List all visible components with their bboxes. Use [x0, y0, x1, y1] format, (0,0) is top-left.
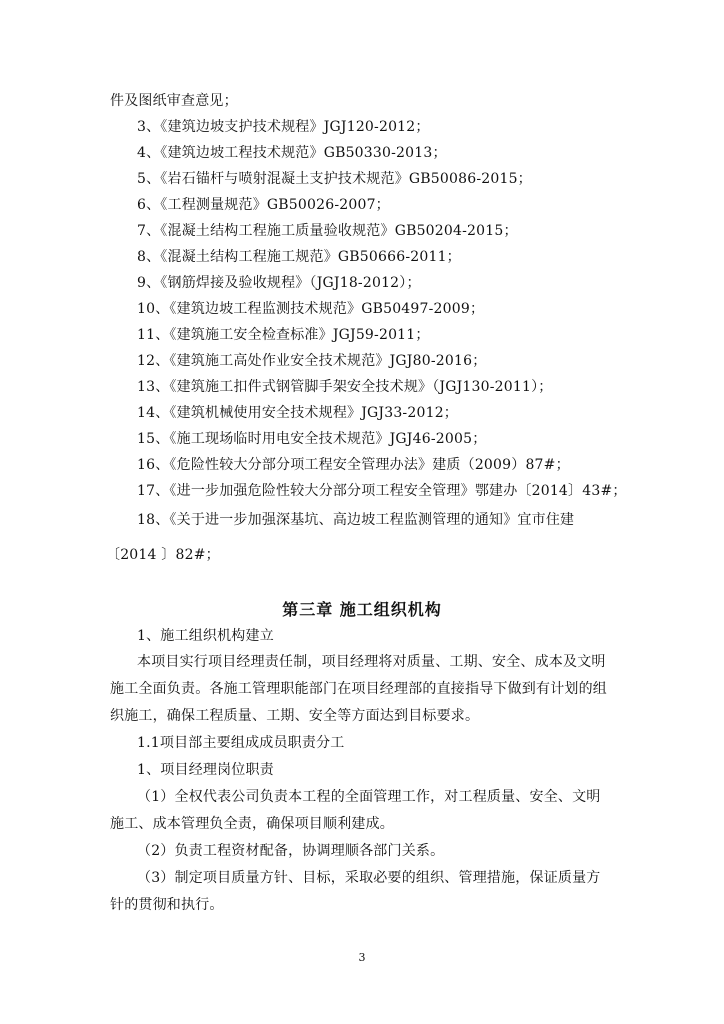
section-heading: 1、施工组织机构建立 [137, 628, 274, 644]
reference-item: 10、《建筑边坡工程监测技术规范》GB50497-2009； [137, 301, 485, 317]
page-number: 3 [358, 951, 366, 964]
reference-continuation: 件及图纸审查意见； [110, 93, 238, 109]
paragraph-line: 针的贯彻和执行。 [110, 897, 224, 913]
reference-item: 7、《混凝土结构工程施工质量验收规范》GB50204-2015； [137, 223, 518, 239]
reference-item: 3、《建筑边坡支护技术规程》JGJ120-2012； [137, 119, 430, 135]
reference-item: 4、《建筑边坡工程技术规范》GB50330-2013； [137, 145, 447, 161]
reference-item: 6、《工程测量规范》GB50026-2007； [137, 197, 390, 213]
reference-item: 17、《进一步加强危险性较大分部分项工程安全管理》鄂建办〔2014〕43#； [137, 483, 627, 499]
paragraph-line: （3）制定项目质量方针、目标，采取必要的组织、管理措施，保证质量方 [137, 870, 601, 886]
subsection-heading: 1.1项目部主要组成成员职责分工 [137, 735, 345, 751]
reference-item: 14、《建筑机械使用安全技术规程》JGJ33-2012； [137, 405, 458, 421]
reference-item: 9、《钢筋焊接及验收规程》（JGJ18-2012）； [137, 275, 421, 291]
reference-item: 8、《混凝土结构工程施工规范》GB50666-2011； [137, 249, 461, 265]
subsection-heading: 1、项目经理岗位职责 [137, 762, 274, 778]
reference-item: 12、《建筑施工高处作业安全技术规范》JGJ80-2016； [137, 353, 487, 369]
reference-item: 11、《建筑施工安全检查标准》JGJ59-2011； [137, 327, 430, 343]
paragraph-line: （1）全权代表公司负责本工程的全面管理工作，对工程质量、安全、文明 [137, 789, 601, 805]
paragraph-line: 施工全面负责。各施工管理职能部门在项目经理部的直接指导下做到有计划的组 [110, 681, 607, 697]
reference-item: 16、《危险性较大分部分项工程安全管理办法》建质（2009）87#； [137, 457, 570, 473]
reference-item: 13、《建筑施工扣件式钢管脚手架安全技术规》（JGJ130-2011）； [137, 379, 553, 395]
reference-item: 18、《关于进一步加强深基坑、高边坡工程监测管理的通知》宜市住建 [137, 512, 575, 528]
paragraph-line: （2）负责工程资材配备，协调理顺各部门关系。 [137, 843, 445, 859]
reference-item: 15、《施工现场临时用电安全技术规范》JGJ46-2005； [137, 431, 487, 447]
paragraph-line: 本项目实行项目经理责任制，项目经理将对质量、工期、安全、成本及文明 [137, 654, 606, 670]
paragraph-line: 施工、成本管理负全责，确保项目顺利建成。 [110, 816, 394, 832]
chapter-title: 第三章 施工组织机构 [282, 600, 442, 619]
reference-continuation: 〔2014 〕82#； [106, 547, 220, 563]
paragraph-line: 织施工，确保工程质量、工期、安全等方面达到目标要求。 [110, 708, 480, 724]
reference-item: 5、《岩石锚杆与喷射混凝土支护技术规范》GB50086-2015； [137, 171, 532, 187]
